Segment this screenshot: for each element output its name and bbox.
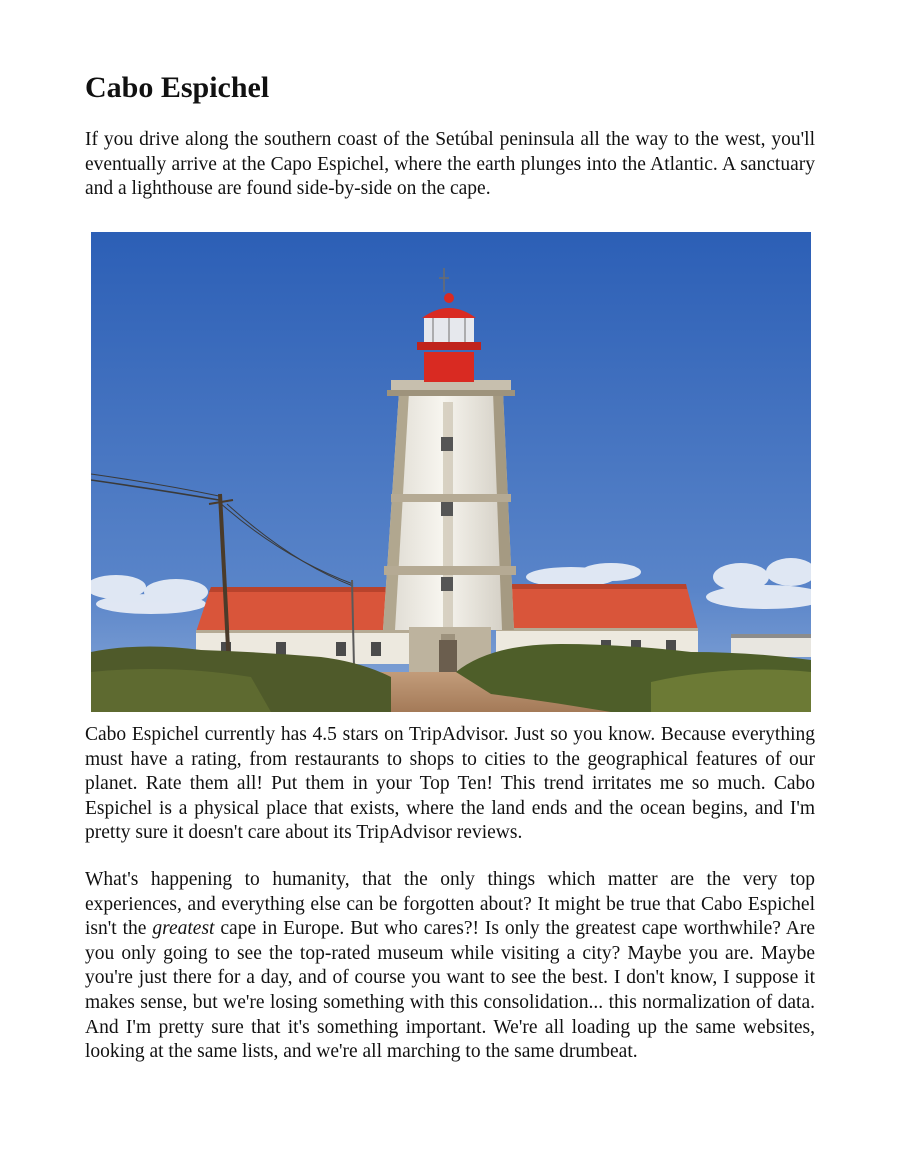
tripadvisor-paragraph: Cabo Espichel currently has 4.5 stars on TripAdvisor. Just so you know. Because everything must have a rating, from restaurants to shops to cities to the geographical features of our planet. Rate them all! Put them in your Top Ten! This trend irritates me so much. Cabo Espichel is a physical place that exists, where the land ends and the ocean begins, and I'm pretty sure it doesn't care about its TripAdvisor reviews. bbox=[85, 724, 815, 844]
page-title: Cabo Espichel bbox=[85, 71, 270, 104]
lighthouse-photo bbox=[91, 232, 811, 712]
humanity-paragraph: What's happening to humanity, that the only things which matter are the very top experiences, and everything else can be forgotten about? It might be true that Cabo Espichel isn't the greatest cape in Europe. But who cares?! Is only the greatest cape worthwhile? Are you only going to see the top-rated museum while visiting a city? Maybe you are. Maybe you're just there for a day, and of course you want to see the best. I don't know, I suppose it makes sense, but we're losing something with this consolidation... this normalization of data. And I'm pretty sure that it's something important. We're all loading up the same websites, looking at the same lists, and we're all marching to the same drumbeat. bbox=[85, 869, 815, 1063]
intro-paragraph: If you drive along the southern coast of the Setúbal peninsula all the way to the west, you'll eventually arrive at the Capo Espichel, where the earth plunges into the Atlantic. A sanctuary and a lighthouse are found side-by-side on the cape. bbox=[85, 129, 815, 200]
